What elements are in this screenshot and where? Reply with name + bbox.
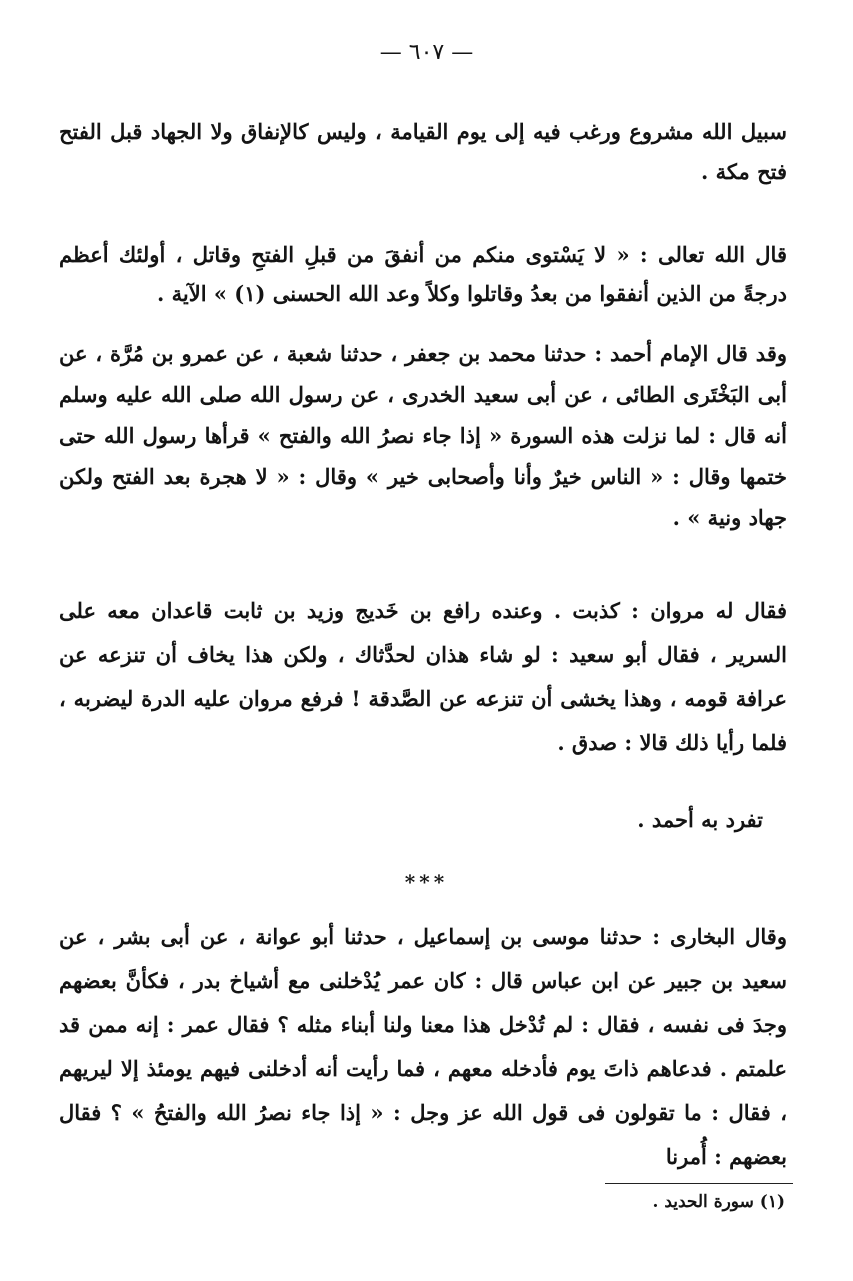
paragraph-quran-verse — [59, 235, 787, 313]
footnote: (١) سورة الحديد . — [652, 1192, 785, 1212]
paragraph-hadith-ahmad — [59, 333, 787, 538]
paragraph-text: سبيل الله مشروع ورغب فيه إلى يوم القيامة ، وليس كالإنفاق ولا الجهاد قبل الفتح فتح مكة . — [59, 119, 787, 184]
paragraph-text: تفرد به أحمد . — [637, 807, 763, 832]
section-separator: *** — [404, 870, 449, 894]
paragraph-text: قال الله تعالى : « لا يَسْتوى منكم من أنفقَ من قبلِ الفتحِ وقاتل ، أولئك أعظم درجةً من الذين أنفقوا من بعدُ وقاتلوا وكلاً وعد الله الحسنى (١) » الآية . — [59, 242, 787, 306]
paragraph-jihad-before-conquest — [59, 112, 787, 192]
paragraph-marwan — [59, 589, 787, 765]
paragraph-text: وقال البخارى : حدثنا موسى بن إسماعيل ، حدثنا أبو عوانة ، عن أبى بشر ، عن سعيد بن جبير عن ابن عباس قال : كان عمر يُدْخلنى مع أشياخ بدر ، فكأنَّ بعضهم وجدَ فى نفسه ، فقال : لم تُدْخل هذا معنا ولنا أبناء مثله ؟ فقال عمر : إنه ممن قد علمتم . فدعاهم ذاتَ يوم فأدخله معهم ، فما رأيت أنه أدخلنى فيهم يومئذ إلا ليريهم ، فقال : ما تقولون فى قول الله عز وجل : « إذا جاء نصرُ الله والفتحُ » ؟ فقال بعضهم : أُمرنا — [59, 924, 787, 1169]
paragraph-text: وقد قال الإمام أحمد : حدثنا محمد بن جعفر ، حدثنا شعبة ، عن عمرو بن مُرَّة ، عن أبى البَخْتَرى الطائى ، عن أبى سعيد الخدرى ، عن رسول الله صلى الله عليه وسلم أنه قال : لما نزلت هذه السورة « إذا جاء نصرُ الله والفتح » قرأها رسول الله حتى ختمها وقال : « الناس خيرٌ وأنا وأصحابى خير » وقال : « لا هجرة بعد الفتح ولكن جهاد ونية » . — [59, 341, 787, 530]
paragraph-text: فقال له مروان : كذبت . وعنده رافع بن خَديج وزيد بن ثابت قاعدان معه على السرير ، فقال أبو سعيد : لو شاء هذان لحدَّثاك ، ولكن هذا يخاف أن تنزعه عن عرافة قومه ، وهذا يخشى أن تنزعه عن الصَّدقة ! فرفع مروان عليه الدرة ليضربه ، فلما رأيا ذلك قالا : صدق . — [59, 598, 787, 755]
page-number: — ٦٠٧ — — [379, 40, 474, 65]
paragraph-narration-note — [35, 800, 763, 840]
footnote-divider — [605, 1183, 793, 1184]
paragraph-bukhari — [59, 915, 787, 1179]
